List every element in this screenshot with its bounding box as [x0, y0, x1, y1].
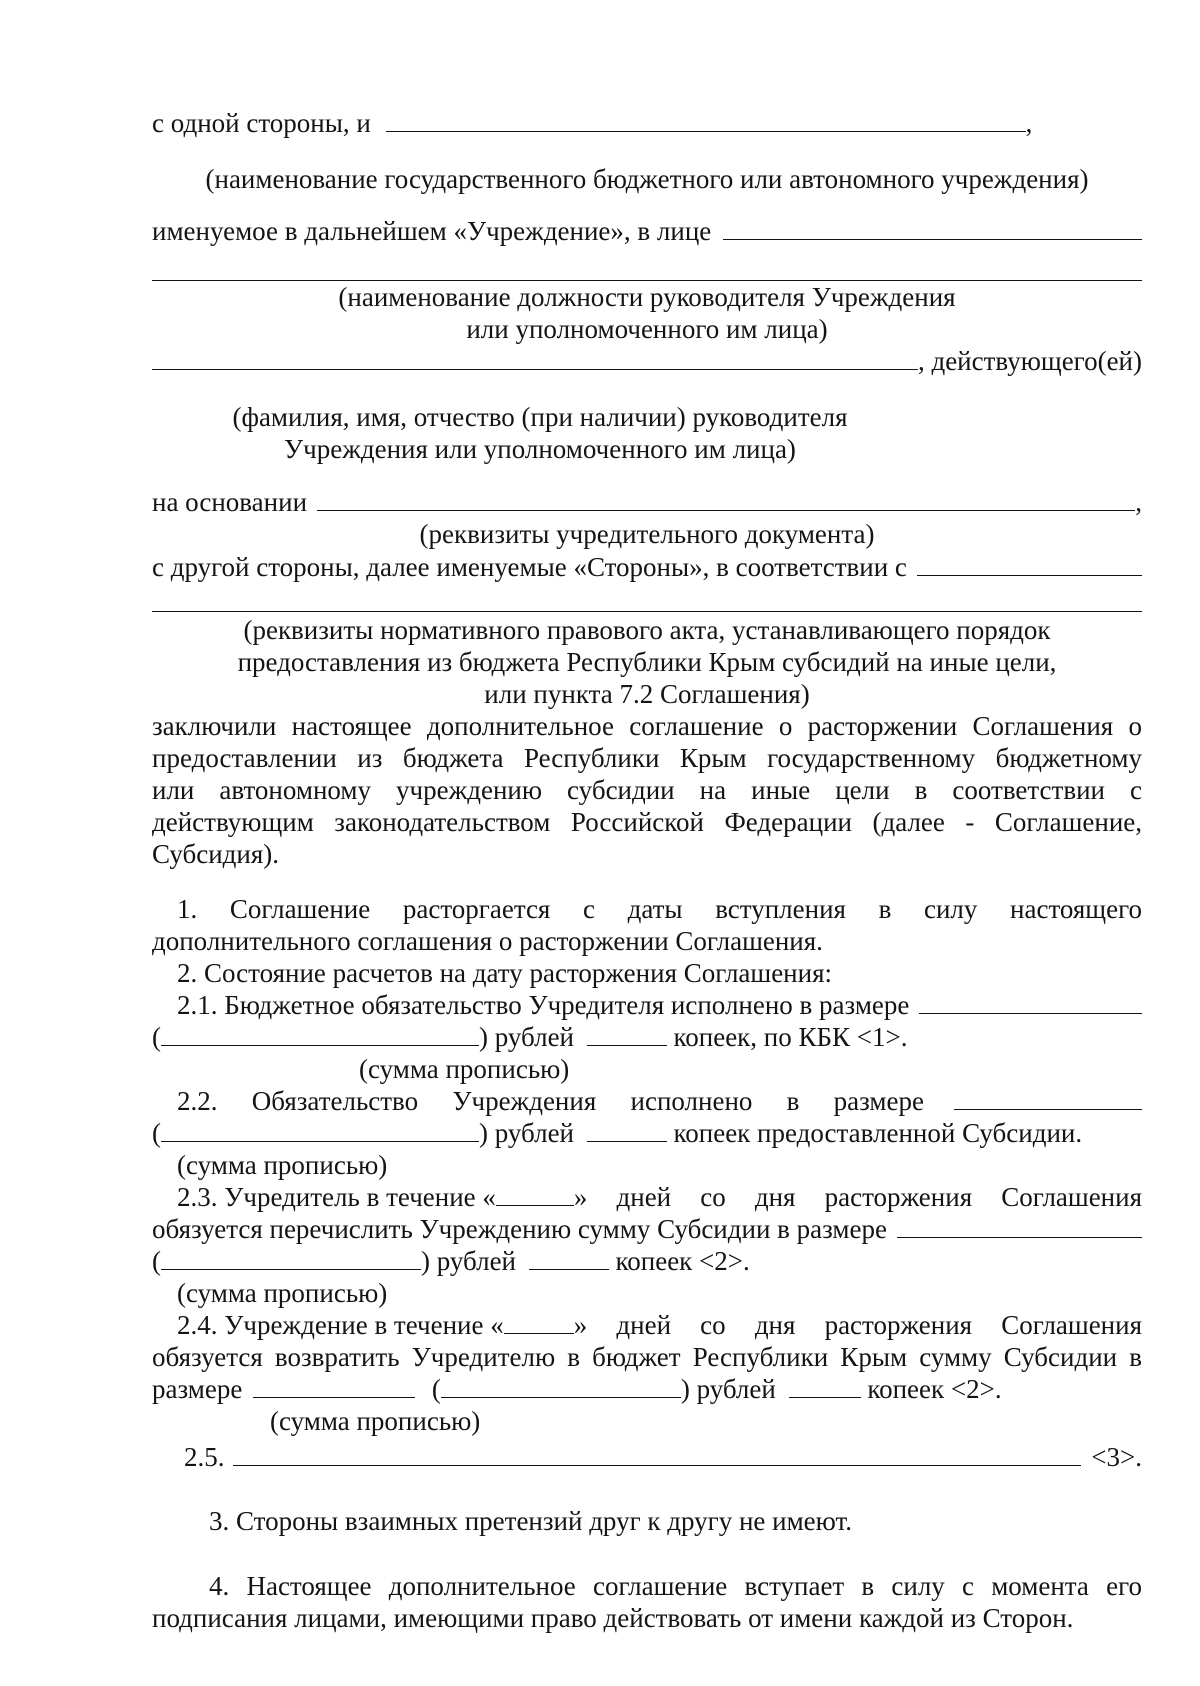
- item-2-5-number: 2.5.: [184, 1442, 225, 1472]
- item-2-3-text-b: » дней со дня расторжения Соглашения: [573, 1182, 1142, 1212]
- preamble-line-4: действующим законодательством Российской Федерации (далее - Соглашение,: [152, 807, 1142, 837]
- kopecks-label: копеек предоставленной Субсидии.: [673, 1118, 1083, 1148]
- rubles-label: ) рублей: [479, 1022, 575, 1052]
- basis-text: на основании: [152, 487, 308, 517]
- rubles-label: ) рублей: [421, 1246, 517, 1276]
- item-2-2-kopecks-blank[interactable]: [587, 1119, 667, 1142]
- item-4-line-1: 4. Настоящее дополнительное соглашение вступает в силу с момента его: [209, 1571, 1142, 1601]
- item-2-3-line-2: [152, 1213, 1142, 1246]
- basis-line: [152, 486, 1142, 519]
- item-2-1-amount-line: [152, 1021, 907, 1054]
- item-2-1-line: [177, 989, 1142, 1022]
- sum-words-caption: (сумма прописью): [177, 1278, 388, 1308]
- position-caption-2: или уполномоченного им лица): [466, 314, 828, 344]
- item-2-5-line: [184, 1441, 1142, 1474]
- paren-open: (: [152, 1246, 161, 1276]
- preamble-line-5: Субсидия).: [152, 839, 279, 869]
- item-2-3-kopecks-blank[interactable]: [529, 1247, 609, 1270]
- paren-open: (: [431, 1374, 441, 1404]
- other-party-line: [152, 551, 1142, 584]
- sum-words-caption: (сумма прописью): [359, 1054, 570, 1084]
- full-name-caption-1: (фамилия, имя, отчество (при наличии) руководителя: [232, 402, 848, 432]
- party-one-text: с одной стороны, и: [152, 108, 371, 138]
- item-2-4-text-b: » дней со дня расторжения Соглашения: [573, 1310, 1142, 1340]
- item-2-4-text-a: 2.4. Учреждение в течение «: [177, 1310, 504, 1340]
- named-text: именуемое в дальнейшем «Учреждение», в лице: [152, 216, 712, 246]
- legal-act-blank[interactable]: [917, 553, 1142, 576]
- item-2-1-kopecks-blank[interactable]: [587, 1023, 667, 1046]
- kopecks-label: копеек, по КБК <1>.: [673, 1022, 908, 1052]
- item-2-2-line: [177, 1085, 1142, 1118]
- item-2-4-line-1: [177, 1309, 1142, 1342]
- comma: ,: [1025, 108, 1033, 138]
- item-2-3-words-blank[interactable]: [161, 1247, 421, 1270]
- sum-words-caption: (сумма прописью): [177, 1150, 388, 1180]
- acting-text: , действующего(ей): [917, 346, 1142, 376]
- item-2-3-amount-line: [152, 1245, 750, 1278]
- item-2-5-blank[interactable]: [233, 1443, 1082, 1466]
- item-1-line-1: 1. Соглашение расторгается с даты вступления в силу настоящего: [177, 894, 1142, 924]
- charter-caption: (реквизиты учредительного документа): [419, 519, 875, 549]
- item-2-4-amount-line: [152, 1373, 1002, 1406]
- full-name-blank[interactable]: [152, 347, 918, 370]
- party-one-line: [152, 107, 1032, 140]
- preamble-line-3: или автономному учреждению субсидии на иные цели в соответствии с: [152, 775, 1142, 805]
- full-name-caption-2: Учреждения или уполномоченного им лица): [284, 434, 796, 464]
- item-2-1-amount-blank[interactable]: [919, 991, 1142, 1014]
- institution-name-caption: (наименование государственного бюджетного или автономного учреждения): [205, 164, 1089, 194]
- item-2-4-words-blank[interactable]: [441, 1375, 681, 1398]
- other-party-text: с другой стороны, далее именуемые «Стороны», в соответствии с: [152, 552, 907, 582]
- item-2-2-amount-line: [152, 1117, 1082, 1150]
- item-2: 2. Состояние расчетов на дату расторжения Соглашения:: [177, 958, 833, 988]
- paren-open: (: [152, 1118, 161, 1148]
- institution-name-blank[interactable]: [386, 109, 1026, 132]
- item-2-4-size-label: размере: [152, 1374, 243, 1404]
- rubles-label: ) рублей: [680, 1374, 776, 1404]
- paren-open: (: [152, 1022, 161, 1052]
- item-2-3-text-a: 2.3. Учредитель в течение «: [177, 1182, 496, 1212]
- item-2-2-words-blank[interactable]: [161, 1119, 479, 1142]
- item-4-line-2: подписания лицами, имеющими право действовать от имени каждой из Сторон.: [152, 1603, 1074, 1633]
- legal-act-blank-line[interactable]: [152, 611, 1142, 612]
- comma: ,: [1135, 487, 1142, 517]
- item-2-4-line-2: обязуется возвратить Учредителю в бюджет Республики Крым сумму Субсидии в: [152, 1342, 1142, 1372]
- kopecks-label: копеек <2>.: [615, 1246, 750, 1276]
- item-3: 3. Стороны взаимных претензий друг к другу не имеют.: [209, 1506, 853, 1536]
- sum-words-caption: (сумма прописью): [270, 1406, 481, 1436]
- position-caption-1: (наименование должности руководителя Учреждения: [338, 282, 956, 312]
- item-2-1-words-blank[interactable]: [161, 1023, 479, 1046]
- legal-act-caption-2: предоставления из бюджета Республики Крым субсидий на иные цели,: [237, 647, 1057, 677]
- acting-line: [152, 345, 1142, 378]
- item-2-1-text: 2.1. Бюджетное обязательство Учредителя исполнено в размере: [177, 990, 910, 1020]
- item-2-3-days-blank[interactable]: [496, 1183, 574, 1206]
- rubles-label: ) рублей: [479, 1118, 575, 1148]
- named-line: [152, 215, 1142, 248]
- item-2-3-amount-blank[interactable]: [897, 1215, 1142, 1238]
- item-2-4-kopecks-blank[interactable]: [789, 1375, 861, 1398]
- item-1-line-2: дополнительного соглашения о расторжении Соглашения.: [152, 926, 823, 956]
- preamble-line-1: заключили настоящее дополнительное соглашение о расторжении Соглашения о: [152, 711, 1142, 741]
- item-2-3-text-c: обязуется перечислить Учреждению сумму Субсидии в размере: [152, 1214, 887, 1244]
- item-2-4-days-blank[interactable]: [504, 1311, 574, 1334]
- preamble-line-2: предоставлении из бюджета Республики Крым государственному бюджетному: [152, 743, 1142, 773]
- legal-act-caption-3: или пункта 7.2 Соглашения): [484, 679, 810, 709]
- representative-blank[interactable]: [723, 217, 1142, 240]
- footnote-ref-3: <3>.: [1091, 1442, 1142, 1472]
- legal-act-caption-1: (реквизиты нормативного правового акта, устанавливающего порядок: [243, 615, 1051, 645]
- item-2-3-line-1: [177, 1181, 1142, 1214]
- item-2-4-amount-blank[interactable]: [253, 1375, 415, 1398]
- kopecks-label: копеек <2>.: [867, 1374, 1002, 1404]
- item-2-2-amount-blank[interactable]: [954, 1087, 1142, 1110]
- charter-blank[interactable]: [317, 488, 1135, 511]
- item-2-2-text: 2.2. Обязательство Учреждения исполнено в размере: [177, 1086, 924, 1116]
